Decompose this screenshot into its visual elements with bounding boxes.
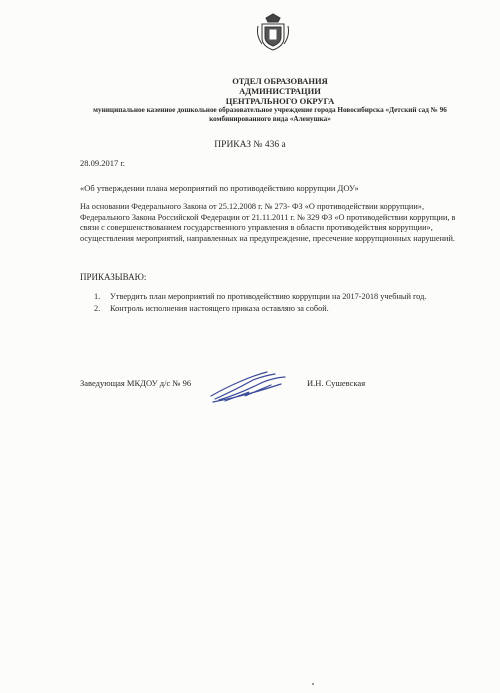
order-word: ПРИКАЗЫВАЮ: — [80, 272, 147, 282]
signatory-name: И.Н. Сушевская — [307, 378, 366, 388]
list-item-text: Утвердить план мероприятий по противодействию коррупции на 2017-2018 учебный год. — [110, 292, 427, 301]
header-dept: ОТДЕЛ ОБРАЗОВАНИЯ — [232, 76, 328, 86]
list-item-number: 1. — [94, 292, 101, 301]
list-item-number: 2. — [94, 303, 101, 313]
signatory-position: Заведующая МКДОУ д/с № 96 — [80, 378, 192, 388]
order-subject: «Об утверждении плана мероприятий по противодействию коррупции ДОУ» — [80, 183, 359, 193]
order-title: ПРИКАЗ № 436 а — [214, 140, 286, 150]
list-item-text: Контроль исполнения настоящего приказа оставляю за собой. — [110, 303, 329, 313]
order-body: На основании Федерального Закона от 25.12.2008 г. № 273- ФЗ «О противодействии коррупции», Федерального Закона Российской Федерации от 21.11.2011 г. № 329 ФЗ «О противодействии коррупции, в связи с совершенствованием государственного управления в области противодействия коррупции», осуществления мероприятий, направленных на предупреждение, пресечение коррупционных нарушений. — [80, 202, 456, 243]
institution-name: муниципальное казенное дошкольное образовательное учреждение города Новосибирска «Детский сад № 96 комбинированного вида «Аленушка» — [93, 106, 447, 123]
header-district: ЦЕНТРАЛЬНОГО ОКРУГА — [225, 96, 335, 106]
list-item — [80, 304, 440, 315]
list-item — [80, 292, 440, 303]
handwritten-signature — [205, 366, 295, 406]
order-date: 28.09.2017 г. — [80, 158, 126, 168]
coat-of-arms-emblem — [254, 12, 292, 52]
scan-speck — [312, 683, 314, 685]
header-admin: АДМИНИСТРАЦИИ — [239, 86, 321, 96]
order-items-list — [80, 292, 440, 315]
